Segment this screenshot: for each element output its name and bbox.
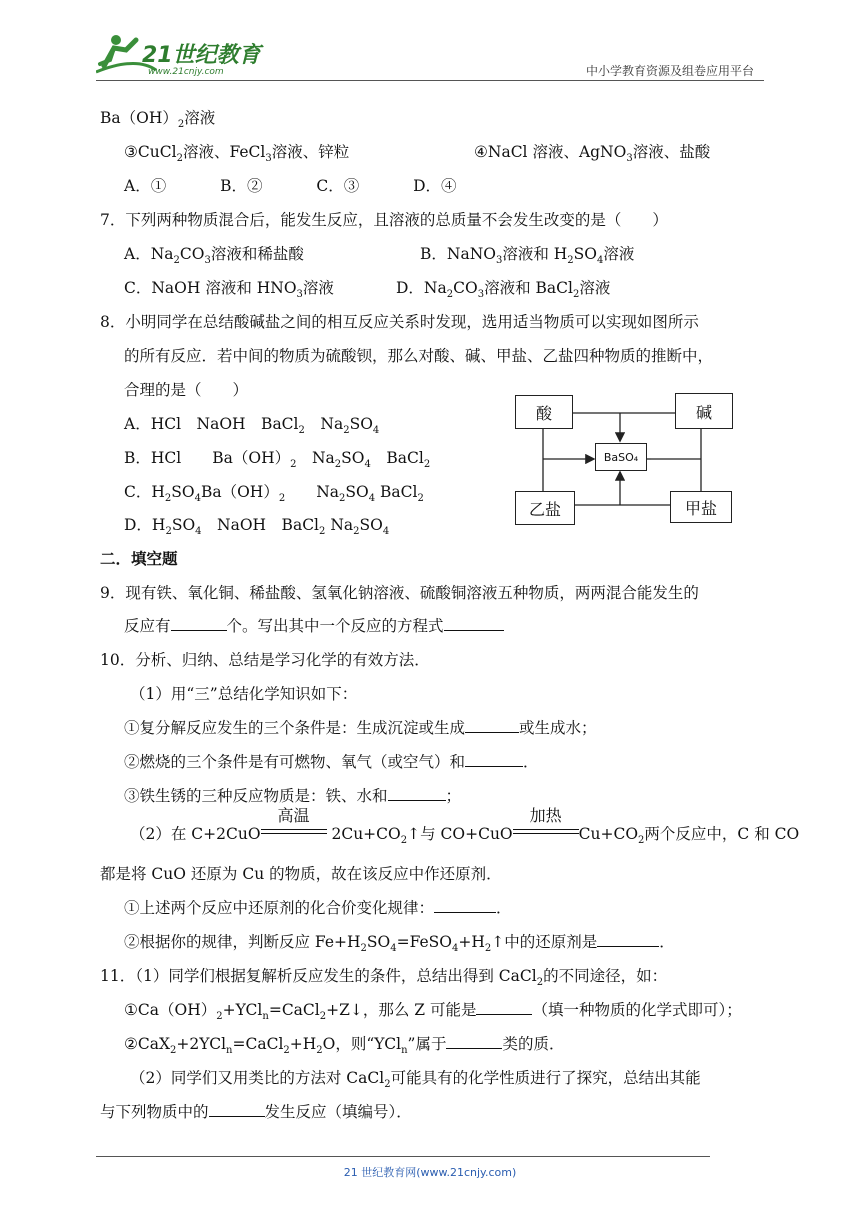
q6-option-4: ④NaCl 溶液、AgNO$_3$溶液、盐酸 xyxy=(474,143,711,165)
diagram-box-salt-a: 甲盐 xyxy=(670,491,732,523)
answer-blank xyxy=(446,1034,502,1049)
answer-blank xyxy=(597,932,659,947)
svg-text:www.21cnjy.com: www.21cnjy.com xyxy=(148,67,224,77)
site-logo xyxy=(96,26,266,82)
q10-part1-c: ③铁生锈的三种反应物质是：铁、水和 ； xyxy=(124,787,462,805)
q11-part2-cont: 与下列物质中的 发生反应（填编号）． xyxy=(100,1103,412,1121)
q10-part2-a: ①上述两个反应中还原剂的化合价变化规律： ． xyxy=(124,899,512,917)
q8-stem-1: 8．小明同学在总结酸碱盐之间的相互反应关系时发现，选用适当物质可以实现如图所示 xyxy=(100,313,699,331)
answer-blank xyxy=(465,718,519,733)
header-rule xyxy=(96,80,764,81)
section-fill-in: 二．填空题 xyxy=(100,549,178,568)
q7-option-a: A．$Na_2CO_3$溶液和稀盐酸 xyxy=(124,245,304,267)
q8-option-a: A．HCl NaOH BaCl$_2$ $Na_2SO_4$ xyxy=(124,415,380,437)
reaction-diagram xyxy=(515,393,741,525)
answer-blank xyxy=(434,898,496,913)
answer-blank xyxy=(388,786,446,801)
condition-high-temp: 高温 xyxy=(261,823,327,839)
q8-stem-2: 的所有反应．若中间的物质为硫酸钡，那么对酸、碱、甲盐、乙盐四种物质的推断中， xyxy=(124,347,714,365)
q11-route-1: $①Ca(OH)_2+YCl_n=CaCl_2+Z↓$，那么 Z 可能是 （填一种物质的化学式即可）； xyxy=(124,1001,742,1023)
answer-blank xyxy=(209,1102,265,1117)
q10-part1: （1）用“三”总结化学知识如下： xyxy=(130,685,358,703)
svg-text:21世纪教育: 21世纪教育 xyxy=(142,43,261,68)
condition-heating: 加热 xyxy=(513,823,579,839)
diagram-box-salt-b: 乙盐 xyxy=(515,491,575,525)
q10-part2-b: ②根据你的规律，判断反应 $Fe+H_2SO_4=FeSO_4+H_2↑$中的还原剂是 ． xyxy=(124,933,675,955)
q7-option-c: C．NaOH 溶液和 $HNO_3$溶液 xyxy=(124,279,334,301)
header-platform-text: 中小学教育资源及组卷应用平台 xyxy=(585,64,754,78)
q7-option-b: B．NaNO$_3$溶液和 $H_2SO_4$溶液 xyxy=(420,245,635,267)
q10-part2: （2）在 C+2CuO 高温 $2Cu+CO_2↑$与 CO+CuO 加热 $Cu+CO_2$两个反应中，C 和 CO xyxy=(130,806,800,847)
q10-part1-a: ①复分解反应发生的三个条件是：生成沉淀或生成 或生成水； xyxy=(124,719,597,737)
diagram-box-acid: 酸 xyxy=(515,395,573,429)
footer-source: 21 世纪教育网(www.21cnjy.com) xyxy=(343,1166,517,1179)
q6-continuation: $Ba(OH)_2$溶液 xyxy=(100,109,216,131)
q6-answer-a: A．① xyxy=(124,177,167,195)
q6-answer-c: C．③ xyxy=(316,177,360,195)
q6-answer-b: B．② xyxy=(220,177,263,195)
answer-blank xyxy=(465,752,523,767)
q10-part2-cont: 都是将 CuO 还原为 Cu 的物质，故在该反应中作还原剂． xyxy=(100,865,502,883)
q8-option-c: C．$H_2SO_4Ba(OH)_2$ $Na_2SO_4$ BaCl$_2$ xyxy=(124,483,424,505)
q10-stem: 10．分析、归纳、总结是学习化学的有效方法． xyxy=(100,651,430,669)
q8-stem-3: 合理的是（ ） xyxy=(124,381,249,399)
answer-blank xyxy=(444,616,504,631)
q7-stem: 7．下列两种物质混合后，能发生反应，且溶液的总质量不会发生改变的是（ ） xyxy=(100,211,668,229)
q11-route-2: $②CaX_2+2YCl_n=CaCl_2+H_2O$，则“YCl$_n$”属于 类的质． xyxy=(124,1035,565,1057)
q9-stem-1: 9．现有铁、氧化铜、稀盐酸、氢氧化钠溶液、硫酸铜溶液五种物质，两两混合能发生的 xyxy=(100,584,699,602)
answer-blank xyxy=(171,616,227,631)
answer-blank xyxy=(476,1000,532,1015)
q6-option-3: ③CuCl$_2$溶液、FeCl$_3$溶液、锌粒 xyxy=(124,143,350,165)
footer-rule xyxy=(96,1156,710,1157)
q10-part1-b: ②燃烧的三个条件是有可燃物、氧气（或空气）和 ． xyxy=(124,753,539,771)
q8-option-d: D．$H_2SO_4$ NaOH BaCl$_2$ $Na_2SO_4$ xyxy=(124,516,390,538)
q11-part1: 11．（1）同学们根据复解析反应发生的条件，总结出得到 CaCl$_2$的不同途径，如： xyxy=(100,967,668,989)
diagram-box-base: 碱 xyxy=(675,393,733,429)
diagram-box-center: BaSO₄ xyxy=(595,443,647,471)
q6-answer-d: D．④ xyxy=(413,177,457,195)
q7-option-d: D．$Na_2CO_3$溶液和 BaCl$_2$溶液 xyxy=(396,279,611,301)
q11-part2: （2）同学们又用类比的方法对 CaCl$_2$可能具有的化学性质进行了探究，总结出其能 xyxy=(130,1069,701,1091)
q8-option-b: B．HCl $Ba(OH)_2$ $Na_2SO_4$ BaCl$_2$ xyxy=(124,449,431,471)
q6-answers xyxy=(124,174,457,196)
q9-stem-2: 反应有 个。写出其中一个反应的方程式 xyxy=(124,614,504,636)
